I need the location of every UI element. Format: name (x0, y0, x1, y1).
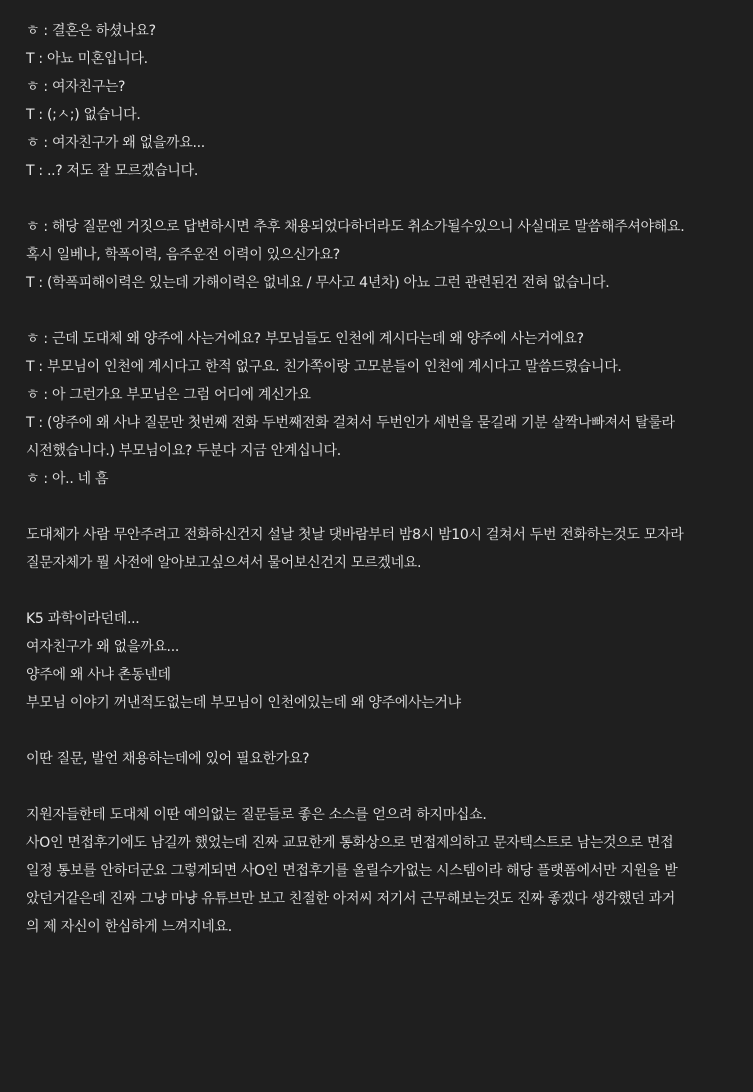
dialogue-line: 시전했습니다.) 부모님이요? 두분다 지금 안계십니다. (26, 443, 341, 459)
question-paragraph (26, 750, 720, 768)
text-line: 질문자체가 뭘 사전에 알아보고싶으셔서 물어보신건지 모르겠네요. (26, 555, 422, 571)
dialogue-line: ㅎ : 여자친구가 왜 없을까요... (26, 135, 205, 151)
dialogue-line: ㅎ : 아.. 네 흠 (26, 471, 109, 487)
dialogue-line: T : (양주에 왜 사냐 질문만 첫번째 전화 두번째전화 걸쳐서 두번인가 세번을 묻길래 기분 살짝나빠져서 탈룰라 (26, 415, 675, 431)
paragraph-gap (26, 498, 720, 526)
text-line: 았던거같은데 진짜 그냥 마냥 유튜브만 보고 친절한 아저씨 저기서 근무해보는것도 진짜 좋겠다 생각했던 과거 (26, 891, 676, 907)
dialogue-line: T : 아뇨 미혼입니다. (26, 51, 148, 67)
dialogue-line: ㅎ : 여자친구는? (26, 79, 126, 95)
dialogue-line: 혹시 일베나, 학폭이력, 음주운전 이력이 있으신가요? (26, 247, 340, 263)
complaint-paragraph-1 (26, 526, 720, 572)
text-line: 지원자들한테 도대체 이딴 예의없는 질문들로 좋은 소스를 얻으려 하지마십쇼. (26, 807, 487, 823)
text-line: 의 제 자신이 한심하게 느껴지네요. (26, 919, 232, 935)
text-line: 도대체가 사람 무안주려고 전화하신건지 설날 첫날 댓바람부터 밤8시 밤10시 걸쳐서 두번 전화하는것도 모자라 (26, 527, 684, 543)
text-line: 사O인 면접후기에도 남길까 했었는데 진짜 교묘한게 통화상으로 면접제의하고 문자텍스트로 남는것으로 면접 (26, 835, 674, 851)
dialogue-line: T : 부모님이 인천에 계시다고 한적 없구요. 친가쪽이랑 고모분들이 인천에 계시다고 말씀드렸습니다. (26, 359, 622, 375)
interview-dialogue-1 (26, 22, 720, 180)
text-line: 양주에 왜 사냐 촌동넨데 (26, 667, 171, 683)
dialogue-line: T : (학폭피해이력은 있는데 가해이력은 없네요 / 무사고 4년차) 아뇨 그런 관련된건 전혀 없습니다. (26, 275, 610, 291)
paragraph-gap (26, 582, 720, 610)
dialogue-line: ㅎ : 아 그런가요 부모님은 그럼 어디에 계신가요 (26, 387, 311, 403)
interview-dialogue-3 (26, 330, 720, 488)
text-line: 여자친구가 왜 없을까요... (26, 639, 179, 655)
dialogue-line: ㅎ : 결혼은 하셨나요? (26, 23, 156, 39)
paragraph-gap (26, 190, 720, 218)
dialogue-line: ㅎ : 근데 도대체 왜 양주에 사는거에요? 부모님들도 인천에 계시다는데 왜 양주에 사는거에요? (26, 331, 584, 347)
quoted-questions (26, 610, 720, 712)
dialogue-line: T : ..? 저도 잘 모르겠습니다. (26, 163, 199, 179)
text-line: K5 과학이라던데... (26, 611, 140, 627)
dialogue-line: ㅎ : 해당 질문엔 거짓으로 답변하시면 추후 채용되었다하더라도 취소가될수있으니 사실대로 말씀해주셔야해요. (26, 219, 685, 235)
text-line: 일정 통보를 안하더군요 그렇게되면 사O인 면접후기를 올릴수가없는 시스템이라 해당 플랫폼에서만 지원을 받 (26, 863, 678, 879)
text-line: 부모님 이야기 꺼낸적도없는데 부모님이 인천에있는데 왜 양주에사는거냐 (26, 695, 461, 711)
complaint-paragraph-2 (26, 806, 720, 936)
dialogue-line: T : (;ㅅ;) 없습니다. (26, 107, 141, 123)
paragraph-gap (26, 778, 720, 806)
paragraph-gap (26, 722, 720, 750)
paragraph-gap (26, 302, 720, 330)
interview-dialogue-2 (26, 218, 720, 292)
text-line: 이딴 질문, 발언 채용하는데에 있어 필요한가요? (26, 751, 310, 767)
